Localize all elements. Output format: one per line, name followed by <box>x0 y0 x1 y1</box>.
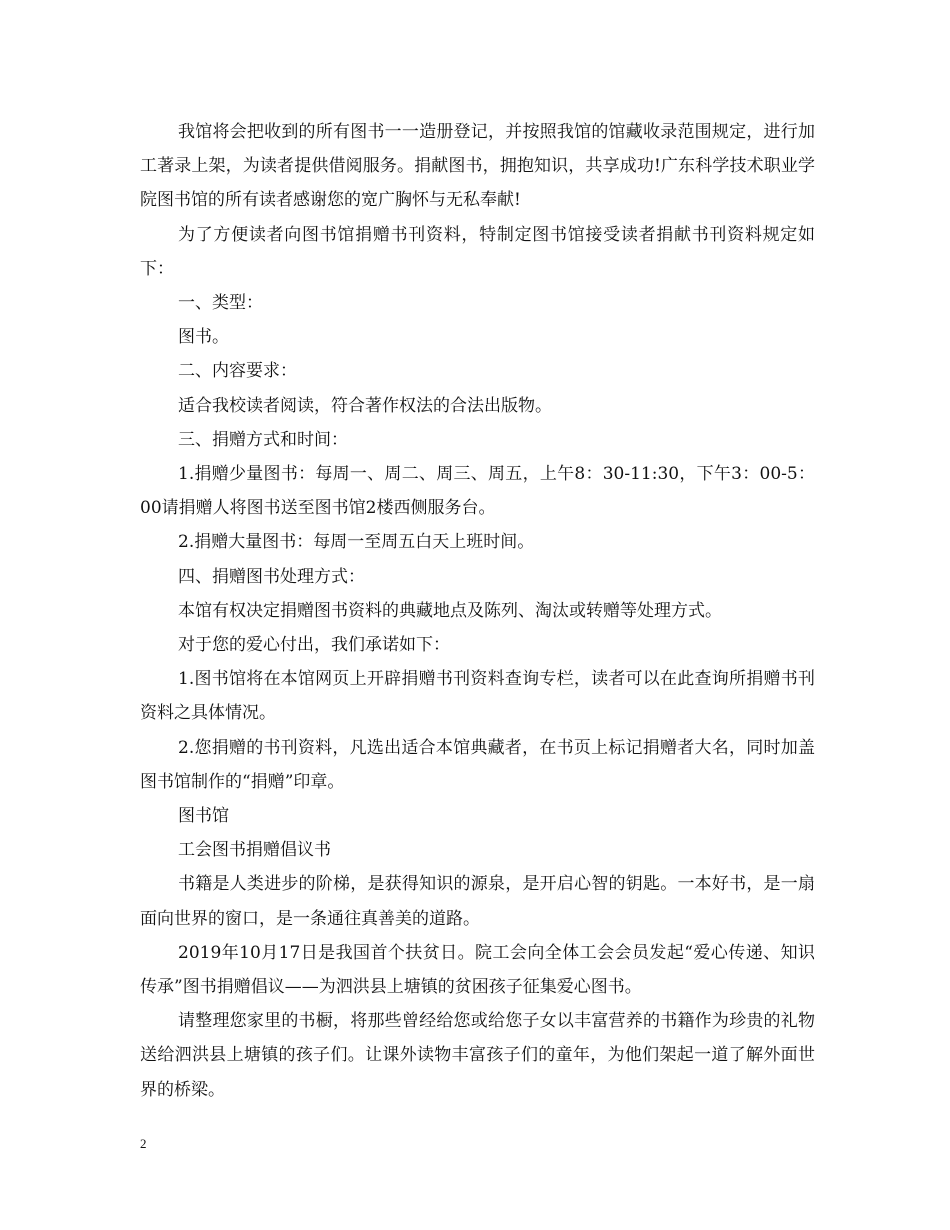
paragraph-books-value: 书籍是人类进步的阶梯，是获得知识的源泉，是开启心智的钥匙。一本好书，是一扇面向世界的窗口，是一条通往真善美的道路。 <box>140 874 815 929</box>
paragraph-intro: 我馆将会把收到的所有图书一一造册登记，并按照我馆的馆藏收录范围规定，进行加工著录上架，为读者提供借阅服务。捐献图书，拥抱知识，共享成功!广东科学技术职业学院图书馆的所有读者感谢您的宽广胸怀与无私奉献! <box>140 122 815 211</box>
paragraph-promise-intro: 对于您的爱心付出，我们承诺如下： <box>178 635 450 656</box>
paragraph-large-donation: 2.捐赠大量图书：每周一至周五白天上班时间。 <box>178 532 535 553</box>
paragraph-poverty-day: 2019年10月17日是我国首个扶贫日。院工会向全体工会会员发起“爱心传递、知识传承”图书捐赠倡议——为泗洪县上塘镇的贫困孩子征集爱心图书。 <box>140 942 815 998</box>
heading-handling: 四、捐赠图书处理方式： <box>178 566 365 587</box>
document-body <box>140 115 815 1107</box>
paragraph-type: 图书。 <box>178 327 229 348</box>
paragraph-small-donation: 1.捐赠少量图书：每周一、周二、周三、周五，上午8：30-11:30，下午3：00-5：00请捐赠人将图书送至图书馆2楼西侧服务台。 <box>140 464 815 519</box>
section-title-union-proposal: 工会图书捐赠倡议书 <box>178 840 331 861</box>
paragraph-promise-2: 2.您捐赠的书刊资料，凡选出适合本馆典藏者，在书页上标记捐赠者大名，同时加盖图书馆制作的“捐赠”印章。 <box>140 737 815 792</box>
paragraph-promise-1: 1.图书馆将在本馆网页上开辟捐赠书刊资料查询专栏，读者可以在此查询所捐赠书刊资料之具体情况。 <box>140 669 815 724</box>
paragraph-call-to-action: 请整理您家里的书橱，将那些曾经给您或给您子女以丰富营养的书籍作为珍贵的礼物送给泗洪县上塘镇的孩子们。让课外读物丰富孩子们的童年，为他们架起一道了解外面世界的桥梁。 <box>140 1011 815 1100</box>
page-number: 2 <box>140 1136 147 1151</box>
heading-type: 一、类型： <box>178 293 263 314</box>
heading-donation-method: 三、捐赠方式和时间： <box>178 429 348 450</box>
paragraph-content-requirements: 适合我校读者阅读，符合著作权法的合法出版物。 <box>178 395 552 416</box>
signature-library: 图书馆 <box>178 806 229 827</box>
paragraph-handling: 本馆有权决定捐赠图书资料的典藏地点及陈列、淘汰或转赠等处理方式。 <box>178 600 722 621</box>
paragraph-regulation-intro: 为了方便读者向图书馆捐赠书刊资料，特制定图书馆接受读者捐献书刊资料规定如下： <box>140 224 815 279</box>
heading-content-requirements: 二、内容要求： <box>178 361 297 382</box>
